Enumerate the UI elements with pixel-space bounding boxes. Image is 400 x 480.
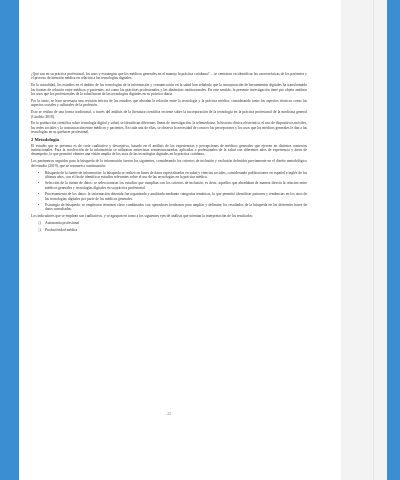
document-body xyxy=(31,72,307,235)
paragraph: Los parámetros seguidos para la búsqueda de la información fueron los siguientes, considerando los criterios de inclusión y exclusión definidos previamente en el diseño metodológico del estudio (2019), que se resumen a continuación: xyxy=(31,159,307,168)
checkbox-icon: ❏ xyxy=(38,221,42,226)
list-item-text: Procesamiento de los datos: la información obtenida fue organizada y analizada mediante categorías temáticas, lo que permitió identificar patrones y tendencias en los usos de las tecnologías digitales por parte de los médicos generales. xyxy=(45,192,307,201)
short-list xyxy=(31,221,307,232)
document-page xyxy=(19,0,387,480)
bullet-icon: • xyxy=(38,203,40,208)
list-item xyxy=(38,203,307,212)
list-item xyxy=(38,170,307,180)
section-heading: 2 Metodología xyxy=(31,137,59,143)
paragraph: Los indicadores que se emplean son cualitativos, y se agrupan en torno a los siguientes ejes de análisis que orientan la interpretación de los resultados: xyxy=(31,214,253,219)
bullet-icon: • xyxy=(38,192,40,197)
list-item xyxy=(38,221,307,226)
page-number: 22 xyxy=(167,412,171,416)
list-item xyxy=(38,181,307,190)
paragraph: Por lo tanto, se hace necesaria una revisión teórica de los estudios que abordan la relación entre la tecnología y la práctica médica, considerando tanto los aspectos técnicos como los aspectos sociales y culturales de la profesión. xyxy=(31,98,307,108)
list-item xyxy=(38,192,307,201)
bullet-icon: • xyxy=(38,170,40,175)
list-item-text: Selección de la fuente de datos: se seleccionaron los estudios que cumplían con los criterios de inclusión, es decir, aquellos que abordaban de manera directa la relación entre médicos generales y tecnologías digitales en su práctica profesional. xyxy=(45,181,307,190)
list-item-text: Estrategia de búsqueda: se emplearon términos clave combinados con operadores booleanos para ampliar y delimitar los resultados de la búsqueda en las diferentes bases de datos consultadas. xyxy=(45,203,307,212)
bullet-icon: • xyxy=(38,181,40,186)
checkbox-icon: ❏ xyxy=(38,227,42,232)
paragraph: Esto se realiza de una forma tradicional, a través del análisis de la literatura científica reciente sobre la incorporación de la tecnología en la práctica profesional de la medicina general (Giraldo, 2018). xyxy=(31,110,307,119)
paragraph: En la producción científica sobre tecnología digital y salud, se identifican diferentes líneas de investigación: la telemedicina, la historia clínica electrónica, el uso de dispositivos móviles, las redes sociales y la comunicación entre médicos y pacientes. En cada una de ellas, se observa la necesidad de conocer las percepciones y los usos que los médicos generales le dan a las tecnologías en su quehacer profesional. xyxy=(31,121,307,135)
list-item-text: Búsqueda de la fuente de información: la búsqueda se realizó en bases de datos especializadas en salud y ciencias sociales, considerando publicaciones en español e inglés de los últimos años, con el fin de identificar estudios relevantes sobre el uso de las tecnologías en la práctica médica. xyxy=(45,170,307,179)
paragraph: En la actualidad, los estudios en el ámbito de las tecnologías de la información y comunicación en la salud han señalado que la incorporación de herramientas digitales ha transformado las formas de relación entre médicos y pacientes, así como las prácticas profesionales y las dinámicas institucionales. En este sentido, la presente investigación tiene por objeto analizar los usos que los profesionales de la salud hacen de las tecnologías digitales en su práctica diaria. xyxy=(31,83,307,96)
paragraph: El estudio que se presenta es de corte cualitativo y descriptivo, basado en el análisis de las experiencias y percepciones de médicos generales que ejercen en distintos contextos institucionales. Para la recolección de la información se utilizaron entrevistas semiestructuradas, aplicadas a profesionales de la salud con diferentes años de experiencia y áreas de desempeño, lo que permitió obtener una visión amplia de los usos de las tecnologías digitales en la práctica cotidiana. xyxy=(31,143,307,157)
paragraph: ¿Qué son en su práctica profesional, los usos y estrategias que los médicos generales en el manejo la práctica cotidiana? ... se centraron en identificar las características de los pacientes y el proceso de atención médica en relación a las tecnologías digitales. xyxy=(31,72,307,81)
margin-panel xyxy=(341,0,387,480)
list-item xyxy=(38,227,307,232)
list-item-text: Autonomía profesional xyxy=(45,221,80,226)
list-item-text: Productividad médica xyxy=(45,227,78,232)
margin-divider xyxy=(373,0,374,480)
bullet-list xyxy=(31,171,307,212)
